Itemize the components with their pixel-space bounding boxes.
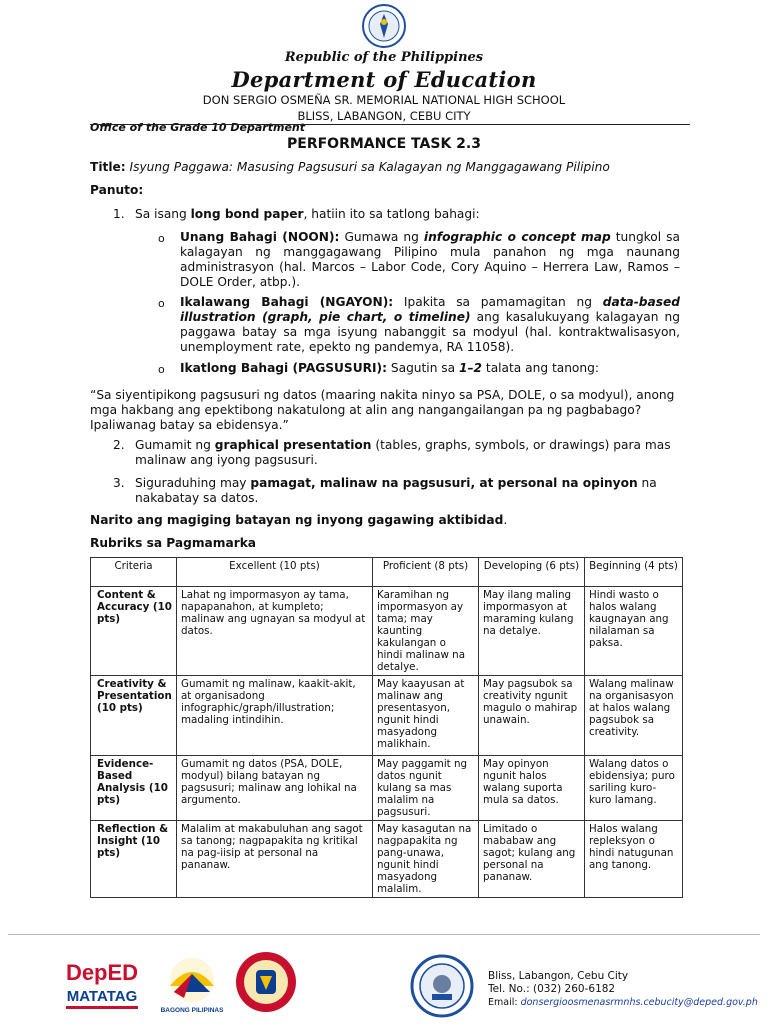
footer-divider [8, 934, 760, 935]
rubric-header-row [91, 558, 683, 587]
table-cell: Walang datos o ebidensiya; puro sariling kuro-kuro lamang. [585, 756, 683, 821]
criteria-cell: Creativity & Presentation (10 pts) [91, 676, 177, 756]
task-heading: PERFORMANCE TASK 2.3 [287, 136, 481, 152]
table-cell: Lahat ng impormasyon ay tama, napapanahon, at kumpleto; malinaw ang ugnayan sa modyul at datos. [177, 587, 373, 676]
task-title [90, 160, 682, 175]
header-proficient: Proficient (8 pts) [373, 558, 479, 587]
school-name: DON SERGIO OSMEÑA SR. MEMORIAL NATIONAL HIGH SCHOOL [202, 93, 566, 107]
sub3-post: talata ang tanong: [482, 361, 599, 375]
bullet-2: o [158, 297, 165, 310]
step-3-post: na nakabatay sa datos. [135, 476, 657, 505]
footer-email [488, 996, 758, 1009]
bagong-logo-text: BAGONG PILIPINAS [160, 1007, 224, 1014]
title-label: Title: [90, 160, 126, 174]
school-address: BLISS, LABANGON, CEBU CITY [297, 109, 471, 123]
step-2-pre: Gumamit ng [135, 438, 215, 452]
sub-item-noon [180, 230, 680, 290]
table-cell: Walang malinaw na organisasyon at halos walang pagsubok sa creativity. [585, 676, 683, 756]
table-cell: Hindi wasto o halos walang kaugnayan ang nilalaman sa paksa. [585, 587, 683, 676]
deped-logo-text: DepED [65, 960, 139, 985]
sub1-post: tungkol sa kalagayan ng manggagawang Pilipino mula panahon ng mga naunang administrasyon (hal. Marcos – Labor Code, Cory Aquino – Herrera Law, Ramos – DOLE Order, atbp.). [180, 230, 680, 289]
footer-email-label: Email: [488, 997, 521, 1008]
footer-address: Bliss, Labangon, Cebu City [488, 970, 629, 982]
table-cell: Gumamit ng malinaw, kaakit-akit, at organisadong infographic/graph/illustration; madaling intindihin. [177, 676, 373, 756]
office-label: Office of the Grade 10 Department [90, 121, 305, 134]
sub3-label: Ikatlong Bahagi (PAGSUSURI): [180, 361, 387, 375]
bullet-3: o [158, 363, 165, 376]
step-3-text [135, 476, 681, 506]
panuto-label: Panuto: [90, 183, 144, 197]
republic-line: Republic of the Philippines [284, 50, 484, 65]
table-cell: Malalim at makabuluhan ang sagot sa tanong; nagpapakita ng kritikal na pag-iisip at personal na pananaw. [177, 821, 373, 898]
step-1-number: 1. [113, 207, 125, 221]
table-row [91, 676, 683, 756]
department-title: Department of Education [231, 67, 537, 92]
step-1-pre: Sa isang [135, 207, 191, 221]
sub1-emph: infographic o concept map [423, 230, 611, 244]
table-cell: Karamihan ng impormasyon ay tama; may kaunting kakulangan o hindi malinaw na detalye. [373, 587, 479, 676]
sub2-post: ang kasalukuyang kalagayan ng paggawa batay sa mga isyung nabanggit sa modyul (hal. kontraktwalisasyon, unemployment rate, epekto ng pandemya, RA 11058). [180, 310, 680, 354]
bagong-pilipinas-logo [160, 952, 224, 1016]
step-2-text [135, 438, 681, 468]
criteria-cell: Reflection & Insight (10 pts) [91, 821, 177, 898]
table-cell: May kaayusan at malinaw ang presentasyon, ngunit hindi masyadong malikhain. [373, 676, 479, 756]
table-row [91, 756, 683, 821]
criteria-cell: Evidence-Based Analysis (10 pts) [91, 756, 177, 821]
sub1-label: Unang Bahagi (NOON): [180, 230, 340, 244]
deped-seal-icon [351, 4, 417, 48]
email-link[interactable]: donsergioosmenasrmnhs.cebucity@deped.gov.ph [520, 997, 758, 1008]
sub2-emph: data-based illustration (graph, pie chart, o timeline) [180, 295, 680, 324]
deped-matatag-logo [60, 958, 144, 1016]
rubric-table [90, 557, 683, 898]
step-1-bold: long bond paper [190, 207, 304, 221]
matatag-logo-text: MATATAG [66, 988, 138, 1005]
rubric-intro-period: . [503, 513, 508, 527]
step-2-post: (tables, graphs, symbols, or drawings) para mas malinaw ang iyong pagsusuri. [135, 438, 671, 467]
table-row [91, 587, 683, 676]
sub1-pre: Gumawa ng [339, 230, 424, 244]
guide-question: “Sa siyentipikong pagsusuri ng datos (maaring nakita ninyo sa PSA, DOLE, o sa modyul), anong mga hakbang ang epektibong nakatulong at alin ang nangangailangan pa ng pagbabago? Ipaliwanag batay sa ebidensya.” [90, 388, 675, 432]
step-2-bold: graphical presentation [214, 438, 372, 452]
table-row [91, 821, 683, 898]
header-criteria: Criteria [91, 558, 177, 587]
header-developing: Developing (6 pts) [479, 558, 585, 587]
step-3-bold: pamagat, malinaw na pagsusuri, at personal na opinyon [250, 476, 638, 490]
footer-tel: Tel. No.: (032) 260-6182 [488, 983, 616, 995]
criteria-cell: Content & Accuracy (10 pts) [91, 587, 177, 676]
step-3-number: 3. [113, 476, 125, 490]
school-seal [410, 954, 474, 1018]
header-beginning: Beginning (4 pts) [585, 558, 683, 587]
rubric-intro-text: Narito ang magiging batayan ng inyong gagawing aktibidad [90, 513, 504, 527]
rubric-title: Rubriks sa Pagmamarka [90, 536, 257, 550]
table-cell: May paggamit ng datos ngunit kulang sa mas malalim na pagsusuri. [373, 756, 479, 821]
sub-item-pagsusuri [180, 361, 680, 376]
table-cell: Halos walang repleksyon o hindi natugunan ang tanong. [585, 821, 683, 898]
table-cell: May ilang maling impormasyon at maraming kulang na detalye. [479, 587, 585, 676]
sub2-pre: Ipakita sa pamamagitan ng [393, 295, 603, 309]
step-3-pre: Siguraduhing may [135, 476, 251, 490]
step-1-text [135, 207, 480, 221]
division-cebu-city-seal [234, 950, 298, 1014]
sub3-emph: 1–2 [458, 361, 483, 375]
table-cell: Gumamit ng datos (PSA, DOLE, modyul) bilang batayan ng pagsusuri; malinaw ang lohikal na argumento. [177, 756, 373, 821]
table-cell: May pagsubok sa creativity ngunit magulo o mahirap unawain. [479, 676, 585, 756]
table-cell: May kasagutan na nagpapakita ng pang-unawa, ngunit hindi masyadong malalim. [373, 821, 479, 898]
title-text: Isyung Paggawa: Masusing Pagsusuri sa Kalagayan ng Manggagawang Pilipino [129, 160, 610, 174]
header-divider [90, 124, 690, 125]
step-2-number: 2. [113, 438, 125, 452]
step-1-post: , hatiin ito sa tatlong bahagi: [303, 207, 480, 221]
table-cell: May opinyon ngunit halos walang suporta mula sa datos. [479, 756, 585, 821]
sub2-label: Ikalawang Bahagi (NGAYON): [180, 295, 394, 309]
table-cell: Limitado o mababaw ang sagot; kulang ang personal na pananaw. [479, 821, 585, 898]
bullet-1: o [158, 232, 165, 245]
rubric-intro [90, 513, 682, 528]
sub-item-ngayon [180, 295, 680, 355]
header-excellent: Excellent (10 pts) [177, 558, 373, 587]
sub3-pre: Sagutin sa [386, 361, 459, 375]
